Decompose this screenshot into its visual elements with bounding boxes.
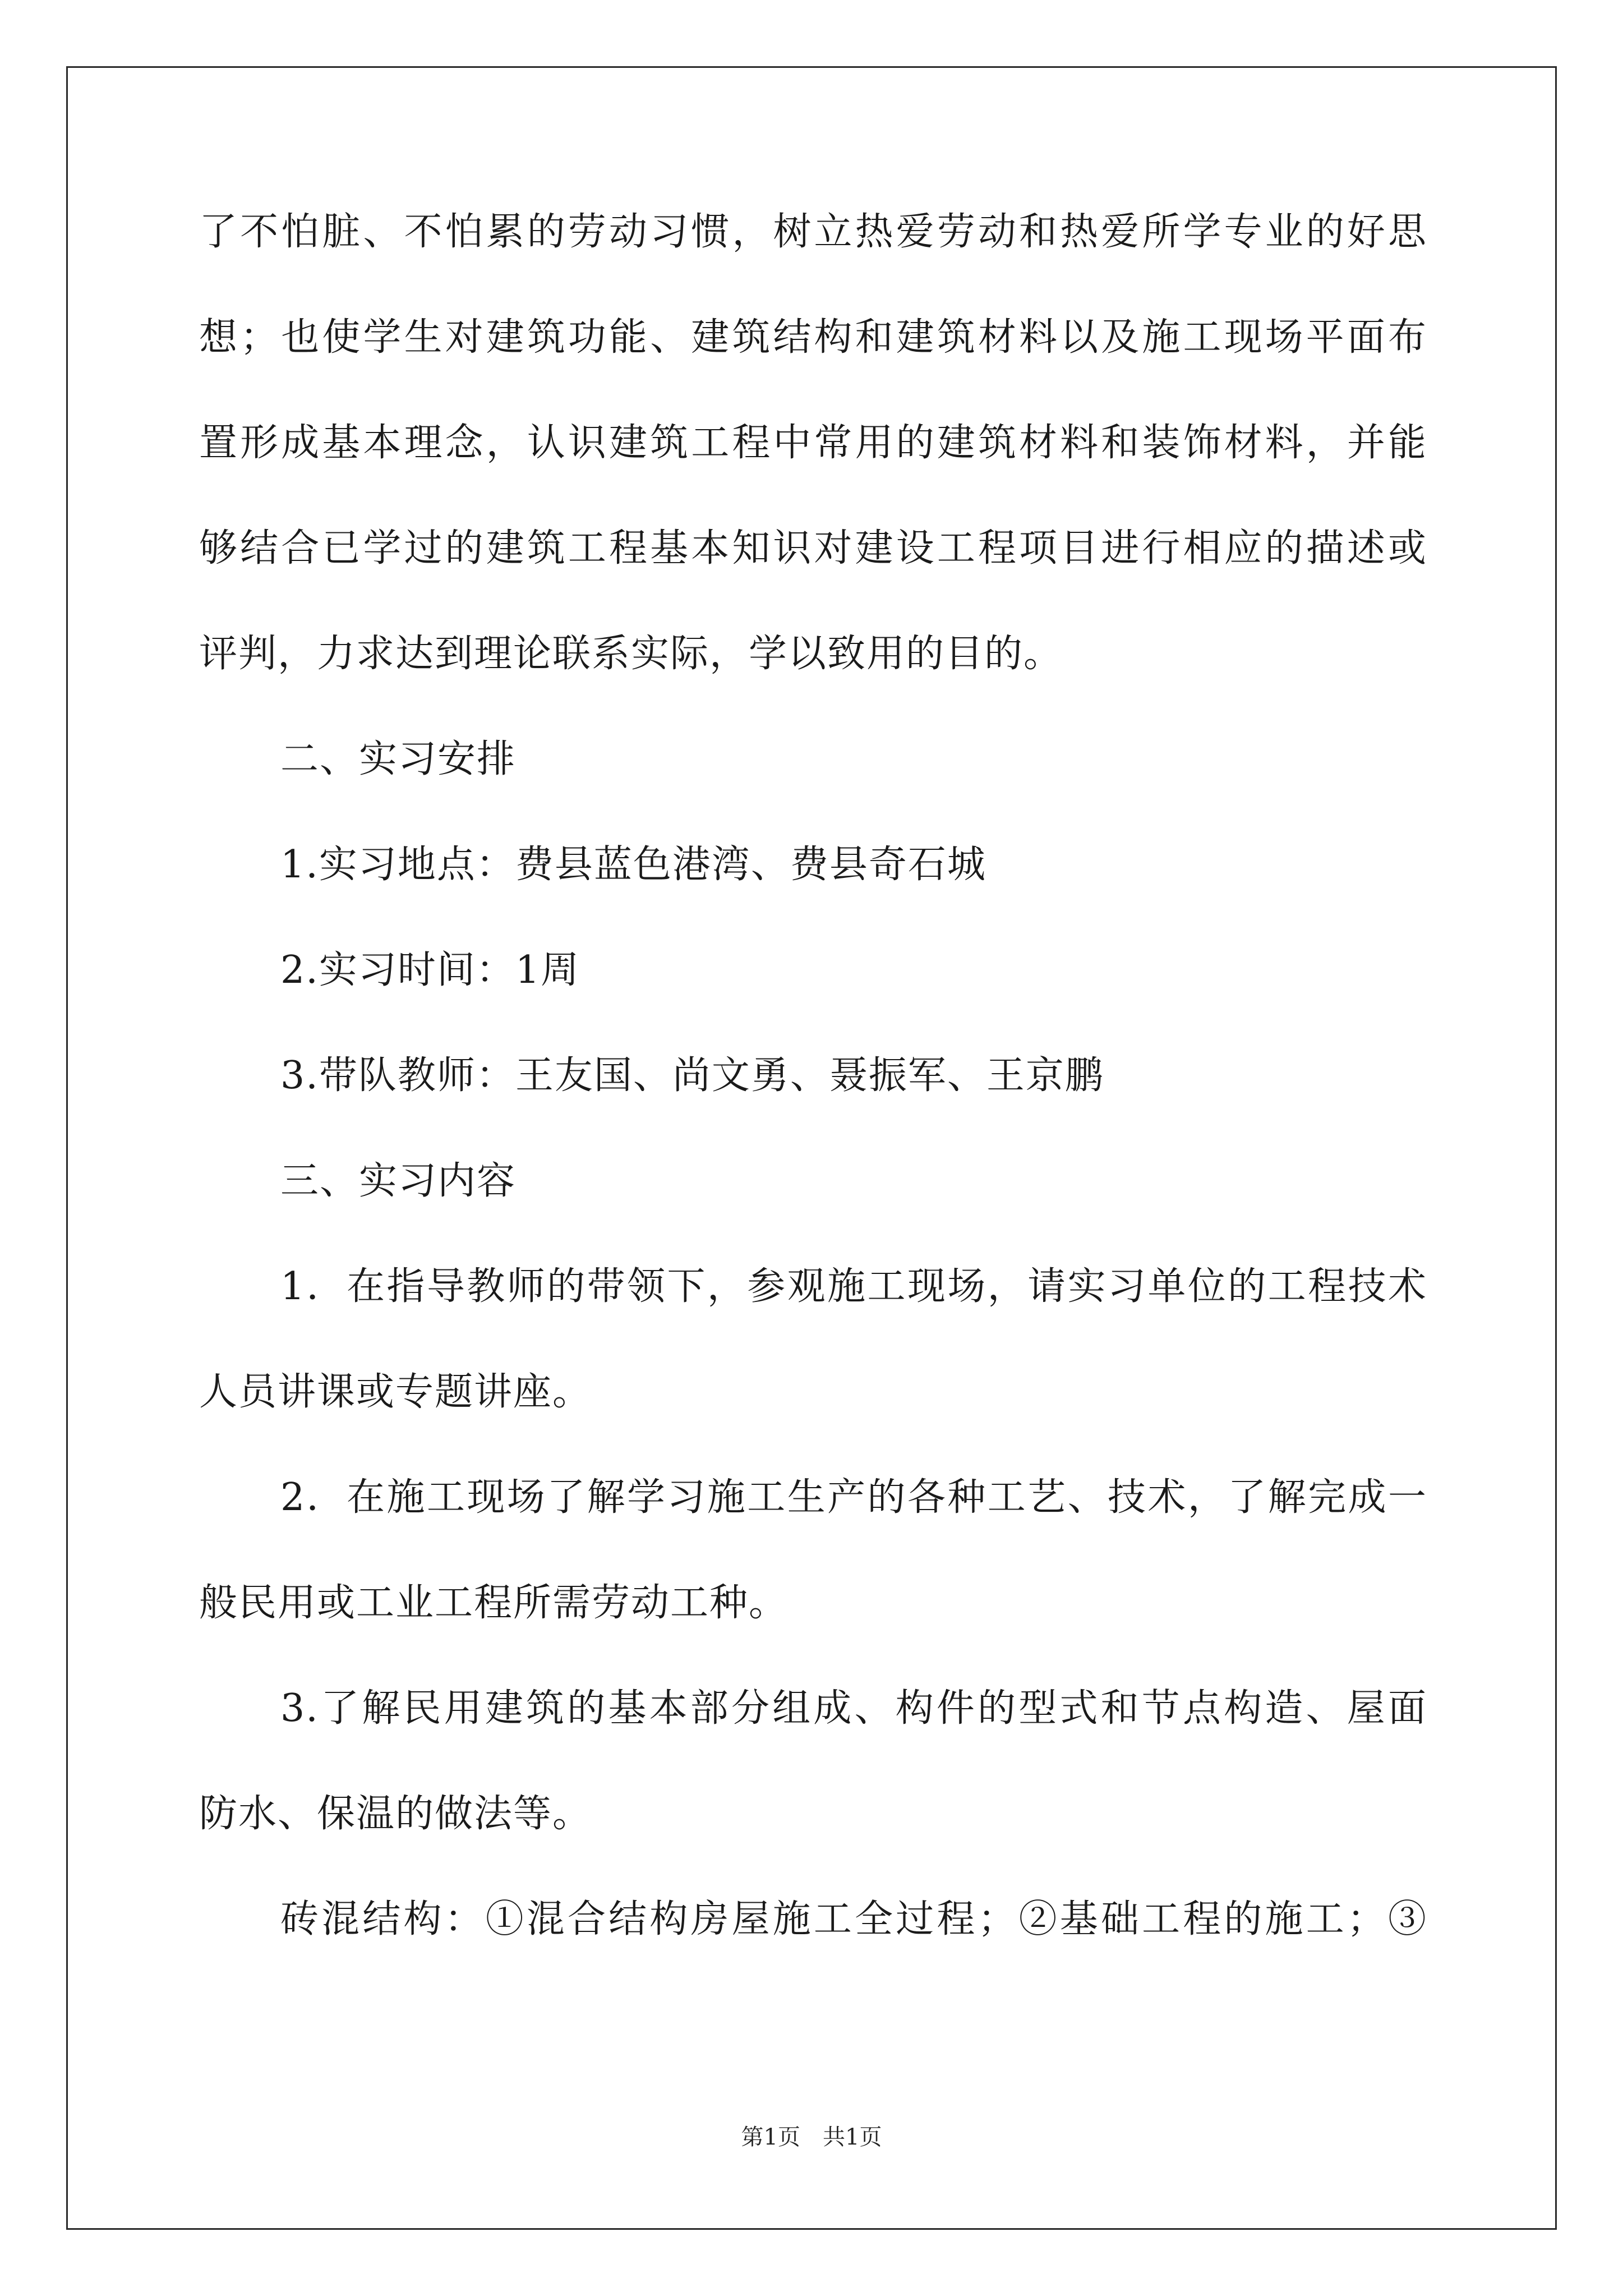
- body-text-line: 1．在指导教师的带领下，参观施工现场，请实习单位的工程技术: [280, 1264, 1427, 1309]
- body-text-line: 3.了解民用建筑的基本部分组成、构件的型式和节点构造、屋面: [280, 1686, 1427, 1731]
- body-text-line: 了不怕脏、不怕累的劳动习惯，树立热爱劳动和热爱所学专业的好思: [199, 210, 1427, 254]
- list-item: 1.实习地点：费县蓝色港湾、费县奇石城: [280, 843, 986, 887]
- body-text-line: 评判，力求达到理论联系实际，学以致用的目的。: [199, 632, 1063, 676]
- list-item: 3.带队教师：王友国、尚文勇、聂振军、王京鹏: [280, 1053, 1104, 1098]
- section-heading: 二、实习安排: [280, 737, 517, 781]
- page-footer: 第1页 共1页: [741, 2124, 882, 2150]
- body-text-line: 人员讲课或专题讲座。: [199, 1370, 592, 1414]
- body-text-line: 砖混结构：①混合结构房屋施工全过程；②基础工程的施工；③: [280, 1897, 1427, 1941]
- section-heading: 三、实习内容: [280, 1159, 517, 1203]
- body-text-line: 置形成基本理念，认识建筑工程中常用的建筑材料和装饰材料，并能: [199, 421, 1427, 465]
- body-text-line: 够结合已学过的建筑工程基本知识对建设工程项目进行相应的描述或: [199, 526, 1427, 570]
- body-text-line: 2．在施工现场了解学习施工生产的各种工艺、技术，了解完成一: [280, 1475, 1427, 1520]
- body-text-line: 般民用或工业工程所需劳动工种。: [199, 1581, 789, 1625]
- body-text-line: 想；也使学生对建筑功能、建筑结构和建筑材料以及施工现场平面布: [199, 315, 1427, 360]
- body-text-line: 防水、保温的做法等。: [199, 1792, 592, 1836]
- list-item: 2.实习时间：1周: [280, 948, 580, 992]
